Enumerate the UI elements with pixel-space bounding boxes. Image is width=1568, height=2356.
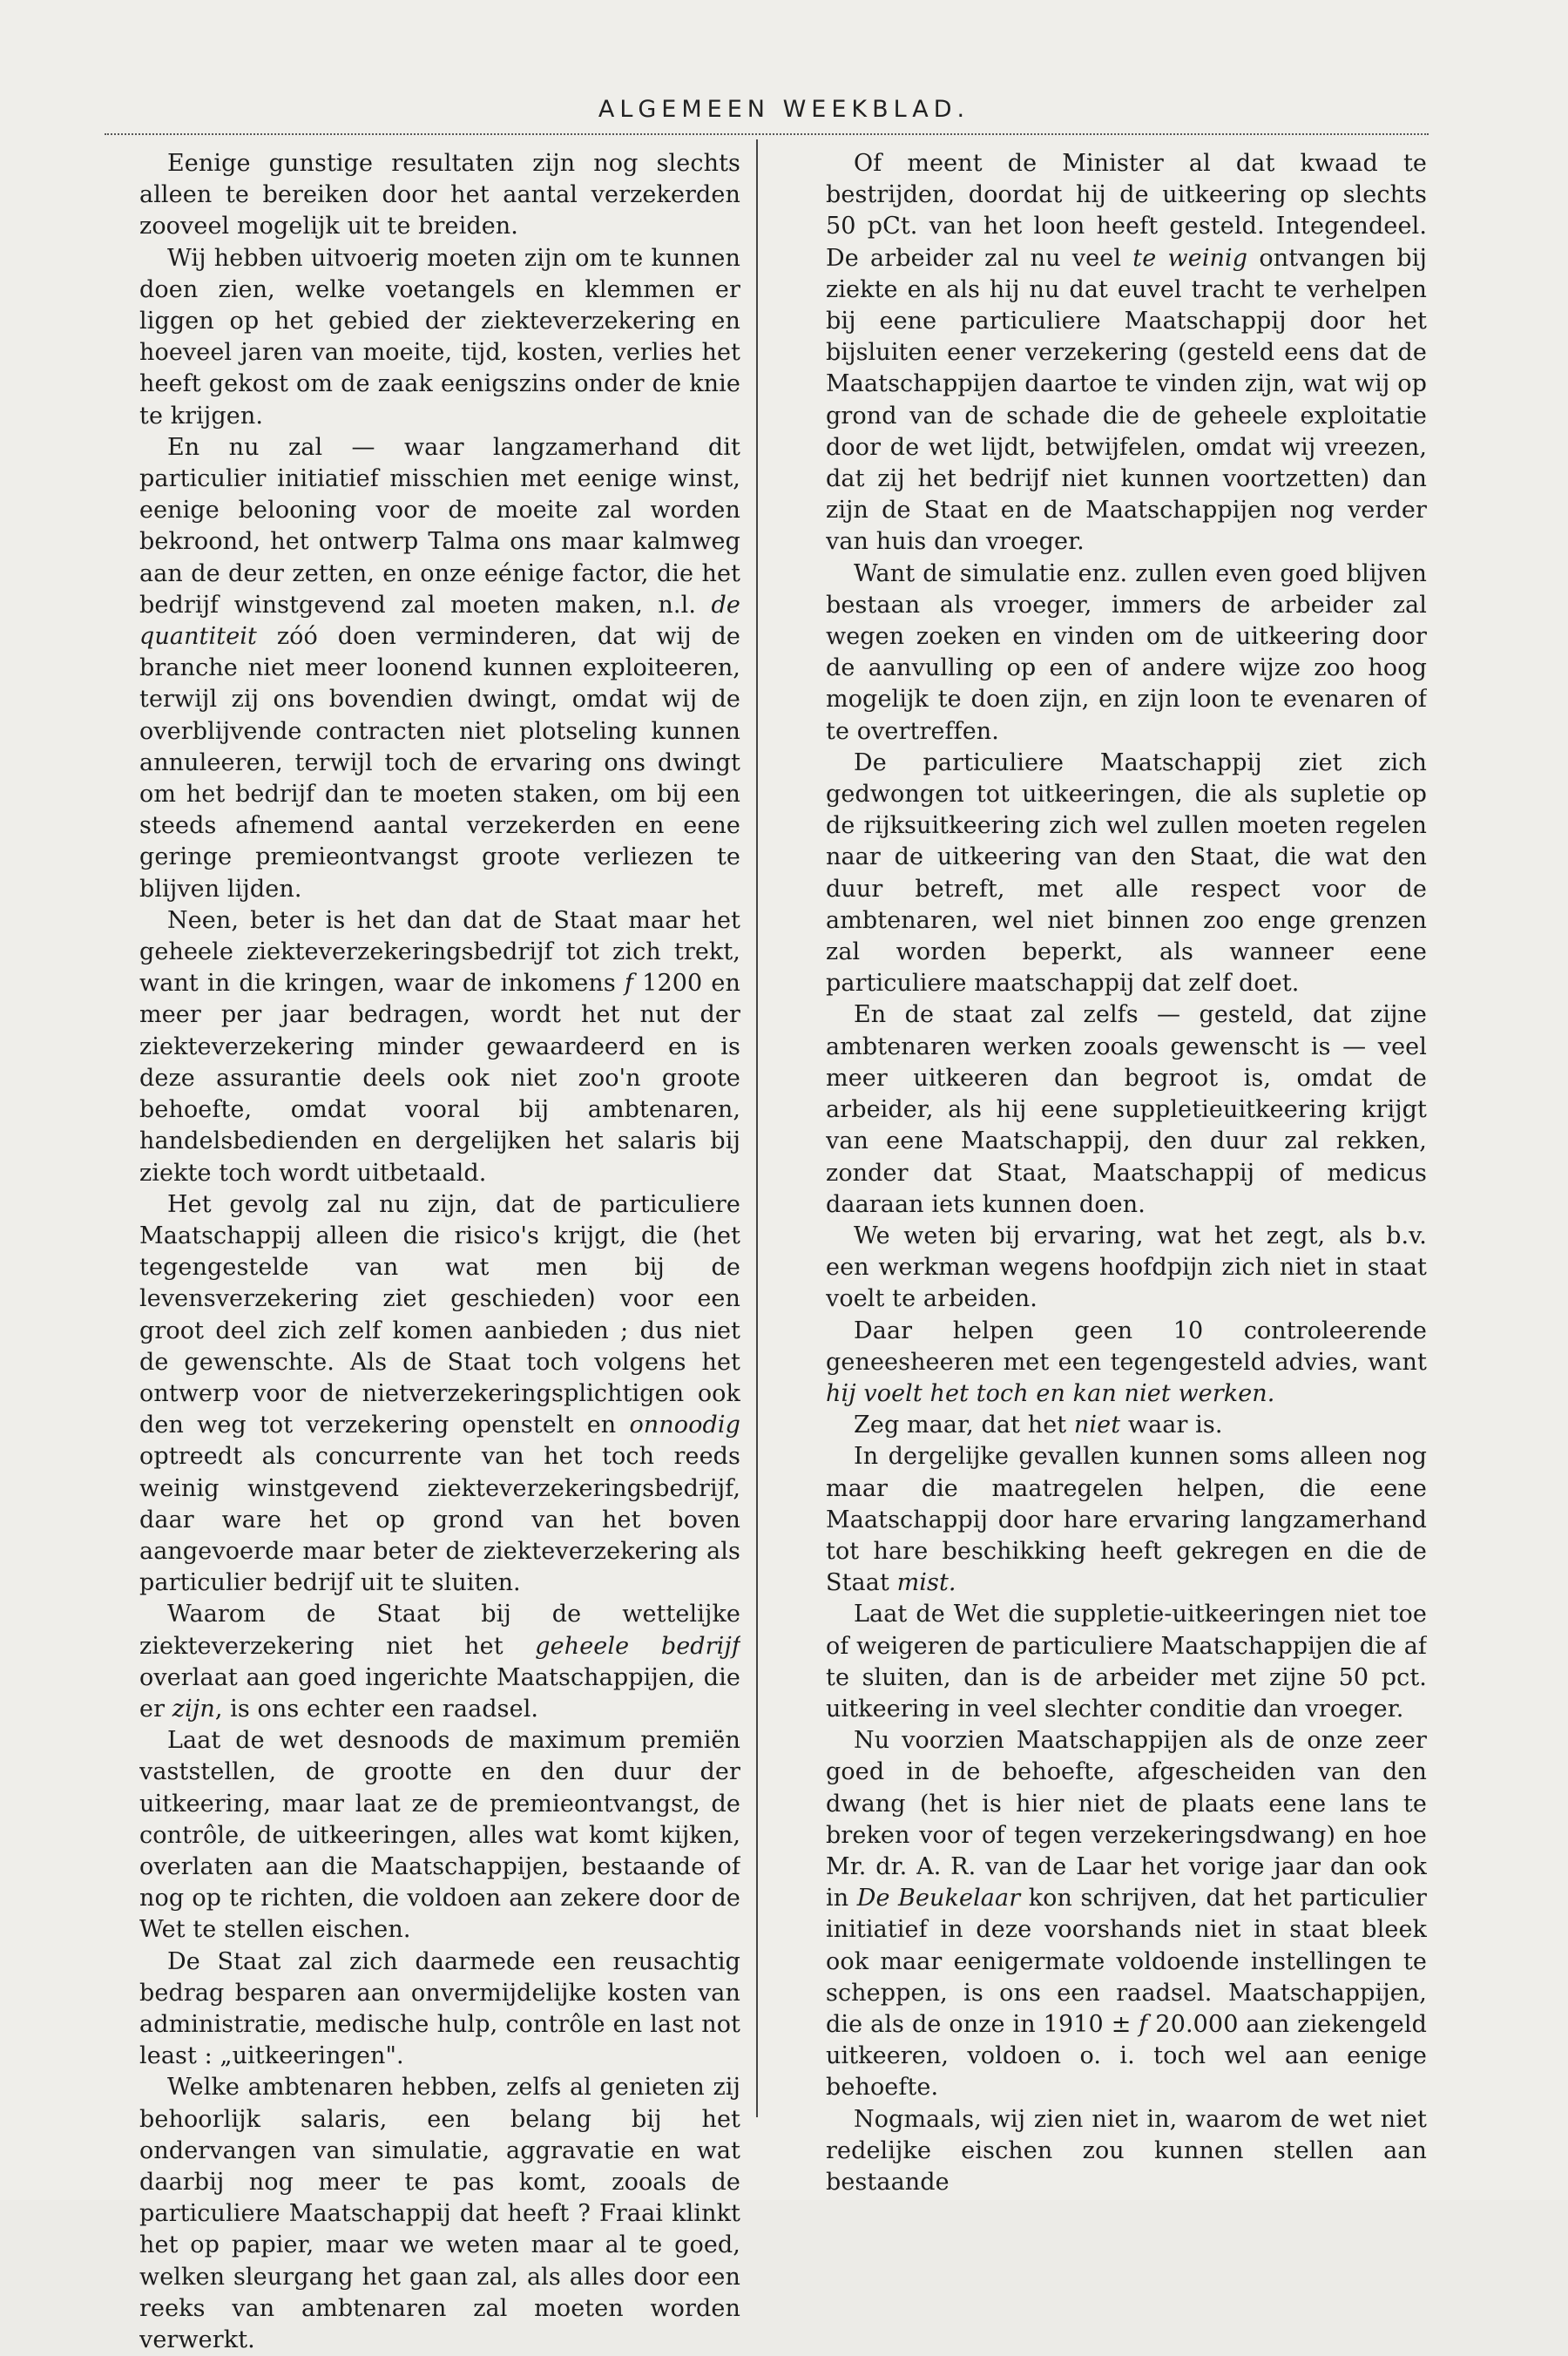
paragraph xyxy=(826,148,1427,559)
text-run: ontvangen bij ziekte en als hij nu dat euvel tracht te verhelpen bij eene particuliere Maatschappij door het bijsluiten eener verzekering (gesteld eens dat de Maatschappijen daartoe te vinden zijn, wat wij op grond van de schade die de geheele exploitatie door de wet lijdt, betwijfelen, omdat wij vreezen, dat zij het bedrijf niet kunnen voortzetten) dan zijn de Staat en de Maatschappijen nog verder van huis dan vroeger. xyxy=(826,244,1427,556)
paragraph xyxy=(826,1725,1427,2103)
header-rule xyxy=(105,133,1429,135)
text-run: Daar helpen geen 10 controleerende geneesheeren met een tegengesteld advies, want xyxy=(826,1317,1427,1376)
text-run: kon schrijven, dat het particulier initiatief in deze voorshands niet in staat bleek ook maar eenigermate voldoende instellingen te scheppen, is ons een raadsel. Maatschappijen, die als de onze in 1910 ± xyxy=(826,1885,1427,2038)
text-run: overlaat aan goed ingerichte Maatschappijen, die er xyxy=(139,1663,740,1723)
text-run: Neen, beter is het dan dat de Staat maar het geheele ziekteverzekeringsbedrijf tot zich trekt, want in die kringen, waar de inkomens xyxy=(139,906,740,998)
paragraph xyxy=(139,2072,740,2356)
text-run: En nu zal — waar langzamerhand dit particulier initiatief misschien met eenige winst, eenige belooning voor de moeite zal worden bekroond, het ontwerp Talma ons maar kalmweg aan de deur zetten, en onze eénige factor, die het bedrijf winstgevend zal moeten maken, n.l. xyxy=(139,433,740,619)
italic-text-run: f xyxy=(1139,2010,1148,2038)
italic-text-run: f xyxy=(624,970,634,998)
paragraph xyxy=(826,748,1427,1000)
paragraph xyxy=(826,1316,1427,1411)
text-run: Welke ambtenaren hebben, zelfs al genieten zij behoorlijk salaris, een belang bij het ondervangen van simulatie, aggravatie en wat daarbij nog meer te pas komt, zooals de particuliere Maatschappij dat heeft ? Fraai klinkt het op papier, maar we weten maar al te goed, welken sleurgang het gaan zal, als alles door een reeks van ambtenaren zal moeten worden verwerkt. xyxy=(139,2074,740,2354)
italic-text-run: hij voelt het toch en kan niet werken. xyxy=(826,1379,1275,1407)
paragraph xyxy=(139,1725,740,1946)
italic-text-run: mist. xyxy=(896,1569,956,1597)
italic-text-run: te weinig xyxy=(1132,244,1248,272)
text-run: De Staat zal zich daarmede een reusachtig bedrag besparen aan onvermijdelijke kosten van administratie, medische hulp, contrôle en last not least : „uitkeeringen". xyxy=(139,1947,740,2070)
italic-text-run: geheele bedrijf xyxy=(535,1632,740,1660)
paragraph xyxy=(139,148,740,243)
italic-text-run: zijn xyxy=(172,1695,215,1723)
italic-text-run: de quantiteit xyxy=(139,591,740,651)
paragraph xyxy=(826,2104,1427,2199)
paragraph xyxy=(826,1410,1427,1441)
paragraph xyxy=(139,1599,740,1725)
italic-text-run: onnoodig xyxy=(629,1412,740,1439)
paragraph xyxy=(139,905,740,1189)
text-run: Eenige gunstige resultaten zijn nog slechts alleen te bereiken door het aantal verzekerden zooveel mogelijk uit te breiden. xyxy=(139,150,740,240)
text-run: Nu voorzien Maatschappijen als de onze zeer goed in de behoefte, afgescheiden van den dwang (het is hier niet de plaats eene lans te breken voor of tegen verzekeringsdwang) en hoe Mr. dr. A. R. van de Laar het vorige jaar dan ook in xyxy=(826,1727,1427,1913)
text-run: Zeg maar, dat het xyxy=(854,1412,1074,1439)
text-run: waar is. xyxy=(1120,1412,1223,1439)
text-run: Want de simulatie enz. zullen even goed blijven bestaan als vroeger, immers de arbeider zal wegen zoeken en vinden om de uitkeering door de aanvulling op een of andere wijze zoo hoog mogelijk te doen zijn, en zijn loon te evenaren of te overtreffen. xyxy=(826,559,1427,745)
italic-text-run: De Beukelaar xyxy=(856,1885,1021,1913)
text-run: Wij hebben uitvoerig moeten zijn om te kunnen doen zien, welke voetangels en klemmen er liggen op het gebied der ziekteverzekering en hoeveel jaren van moeite, tijd, kosten, verlies het heeft gekost om de zaak eenigszins onder de knie te krijgen. xyxy=(139,244,740,430)
paragraph xyxy=(139,432,740,905)
text-run: 1200 en meer per jaar bedragen, wordt het nut der ziekteverzekering minder gewaardeerd en is deze assurantie deels ook niet zoo'n groote behoefte, omdat vooral bij ambtenaren, handelsbedienden en dergelijken het salaris bij ziekte toch wordt uitbetaald. xyxy=(139,970,740,1187)
text-run: optreedt als concurrente van het toch reeds weinig winstgevend ziekteverzekeringsbedrijf, daar ware het op grond van het boven aangevoerde maar beter de ziekteverzekering als particulier bedrijf uit te sluiten. xyxy=(139,1443,740,1597)
text-run: Of meent de Minister al dat kwaad te bestrijden, doordat hij de uitkeering op slechts 50 pCt. van het loon heeft gesteld. Integendeel. De arbeider zal nu veel xyxy=(826,150,1427,272)
right-column xyxy=(826,148,1427,2198)
text-run: 20.000 aan ziekengeld uitkeeren, voldoen o. i. toch wel aan eenige behoefte. xyxy=(826,2010,1427,2102)
paragraph xyxy=(139,243,740,432)
italic-text-run: niet xyxy=(1073,1412,1121,1439)
paragraph xyxy=(826,1221,1427,1316)
text-run: In dergelijke gevallen kunnen soms alleen nog maar die maatregelen helpen, die eene Maatschappij door hare ervaring langzamerhand tot hare beschikking heeft gekregen en die de Staat xyxy=(826,1443,1427,1597)
text-run: Het gevolg zal nu zijn, dat de particuliere Maatschappij alleen die risico's krijgt, die (het tegengestelde van wat men bij de levensverzekering ziet geschieden) voor een groot deel zich zelf komen aanbieden ; dus niet de gewenschte. Als de Staat toch volgens het ontwerp voor de nietverzekeringsplichtigen ook den weg tot verzekering openstelt en xyxy=(139,1190,740,1439)
text-run: , is ons echter een raadsel. xyxy=(214,1695,539,1723)
paragraph xyxy=(139,1189,740,1600)
text-run: Laat de Wet die suppletie-uitkeeringen niet toe of weigeren de particuliere Maatschappijen die af te sluiten, dan is de arbeider met zijne 50 pct. uitkeering in veel slechter conditie dan vroeger. xyxy=(826,1601,1427,1723)
column-divider xyxy=(756,139,758,2117)
text-run: We weten bij ervaring, wat het zegt, als b.v. een werkman wegens hoofdpijn zich niet in staat voelt te arbeiden. xyxy=(826,1222,1427,1313)
paragraph xyxy=(826,1441,1427,1599)
text-run: En de staat zal zelfs — gesteld, dat zijne ambtenaren werken zooals gewenscht is — veel meer uitkeeren dan begroot is, omdat de arbeider, als hij eene suppletieuitkeering krijgt van eene Maatschappij, den duur zal rekken, zonder dat Staat, Maatschappij of medicus daaraan iets kunnen doen. xyxy=(826,1001,1427,1218)
paragraph xyxy=(826,559,1427,748)
paragraph xyxy=(139,1946,740,2073)
paragraph xyxy=(826,1599,1427,1725)
text-run: Waarom de Staat bij de wettelijke ziekteverzekering niet het xyxy=(139,1601,740,1660)
text-run: Laat de wet desnoods de maximum premiën vaststellen, de grootte en den duur der uitkeering, maar laat ze de premieontvangst, de contrôle, de uitkeeringen, alles wat komt kijken, overlaten aan die Maatschappijen, bestaande of nog op te richten, die voldoen aan zekere door de Wet te stellen eischen. xyxy=(139,1727,740,1944)
text-run: zóó doen verminderen, dat wij de branche niet meer loonend kunnen exploiteeren, terwijl zij ons bovendien dwingt, omdat wij de overblijvende contracten niet plotseling kunnen annuleeren, terwijl toch de ervaring ons dwingt om het bedrijf dan te moeten staken, om bij een steeds afnemend aantal verzekerden en eene geringe premieontvangst groote verliezen te blijven lijden. xyxy=(139,623,740,903)
text-run: De particuliere Maatschappij ziet zich gedwongen tot uitkeeringen, die als supletie op de rijksuitkeering zich wel zullen moeten regelen naar de uitkeering van den Staat, die wat den duur betreft, met alle respect voor de ambtenaren, wel niet binnen zoo enge grenzen zal worden beperkt, als wanneer eene particuliere maatschappij dat zelf doet. xyxy=(826,748,1427,998)
left-column xyxy=(139,148,740,2356)
page-header: ALGEMEEN WEEKBLAD. xyxy=(598,96,970,123)
paragraph xyxy=(826,999,1427,1220)
text-run: Nogmaals, wij zien niet in, waarom de wet niet redelijke eischen zou kunnen stellen aan bestaande xyxy=(826,2105,1427,2196)
